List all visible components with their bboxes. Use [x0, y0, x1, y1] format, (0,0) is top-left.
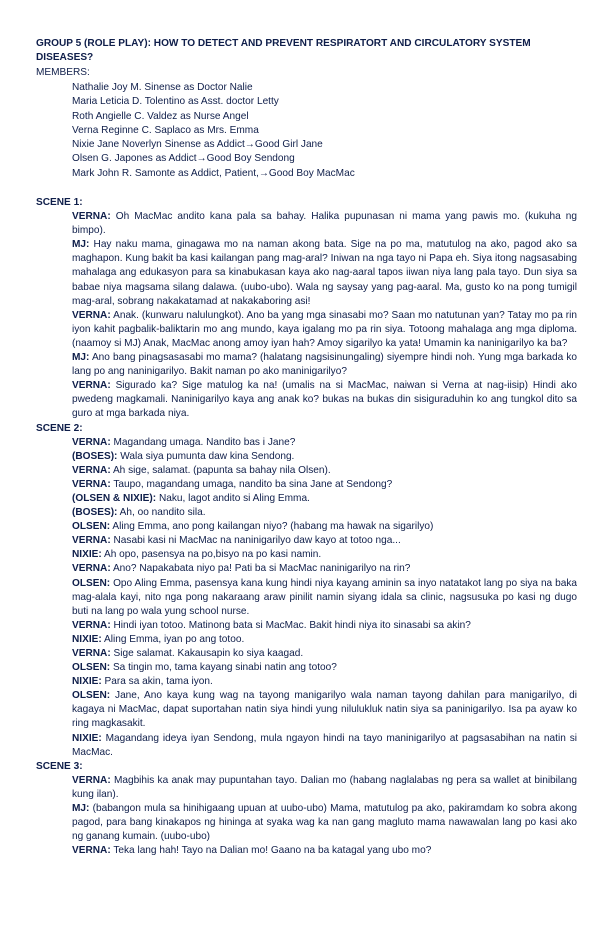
speaker-name: (BOSES):	[72, 450, 118, 462]
speaker-name: OLSEN:	[72, 577, 111, 589]
dialogue-line	[72, 436, 577, 450]
dialogue-text: Ah, oo nandito sila.	[119, 507, 206, 519]
dialogue-line	[72, 802, 577, 844]
dialogue-line	[72, 238, 577, 308]
speaker-name: VERNA:	[72, 436, 111, 448]
dialogue-text: Nasabi kasi ni MacMac na naninigarilyo daw kayo at totoo nga...	[113, 535, 401, 547]
dialogue-text: Hay naku mama, ginagawa mo na naman akong bata. Sige na po ma, matutulog na ako, pagod ako sa maghapon. Kung bakit ba kasi kailangan pang mag-aral? Iniwan na nga tayo ni Papa eh. Siya itong nagsasabing mahalaga ang edukasyon para sa kinabukasan kaya ako nag-aaral tapos iiwan niya lang pala tayo. Dun siya sa babae niya magsama silang dalawa. (uubo-ubo). Wala ng saysay yang pag-aaral. Ma, gusto ko na pong tumigil mag-aral, sobrang nakakatamad at nakakaboring asi!	[72, 239, 577, 307]
dialogue-text: Magbihis ka anak may pupuntahan tayo. Dalian mo (habang naglalabas ng pera sa wallet at binibilang kung ilan).	[72, 774, 577, 800]
speaker-name: VERNA:	[72, 211, 111, 223]
dialogue-line	[72, 478, 577, 492]
dialogue-text: Teka lang hah! Tayo na Dalian mo! Gaano na ba katagal yang ubo mo?	[113, 845, 432, 857]
speaker-name: VERNA:	[72, 535, 111, 547]
dialogue-text: Magandang umaga. Nandito bas i Jane?	[113, 436, 296, 448]
dialogue-line	[72, 520, 577, 534]
dialogue-text: Ano? Napakabata niyo pa! Pati ba si MacMac naninigarilyo na rin?	[112, 563, 411, 575]
dialogue-line	[72, 210, 577, 238]
speaker-name: (OLSEN & NIXIE):	[72, 492, 157, 504]
speaker-name: VERNA:	[72, 464, 111, 476]
speaker-name: VERNA:	[72, 774, 111, 786]
dialogue-text: Aling Emma, iyan po ang totoo.	[103, 633, 245, 645]
speaker-name: VERNA:	[72, 563, 111, 575]
speaker-name: NIXIE:	[72, 732, 102, 744]
member-item: Verna Reginne C. Saplaco as Mrs. Emma	[72, 124, 259, 136]
dialogue-text: Sige salamat. Kakausapin ko siya kaagad.	[113, 648, 304, 659]
member-item: Maria Leticia D. Tolentino as Asst. doctor Letty	[72, 96, 279, 108]
member-item: Nixie Jane Noverlyn Sinense as Addict→Good Girl Jane	[72, 139, 323, 151]
speaker-name: OLSEN:	[72, 662, 111, 674]
scene-heading: SCENE 3:	[36, 760, 83, 772]
dialogue-line	[72, 689, 577, 731]
member-item: Olsen G. Japones as Addict→Good Boy Sendong	[72, 153, 295, 165]
dialogue-line	[72, 464, 577, 478]
speaker-name: VERNA:	[72, 648, 111, 659]
dialogue-line	[72, 309, 577, 351]
dialogue-text: Ah sige, salamat. (papunta sa bahay nila Olsen).	[112, 464, 331, 476]
dialogue-text: Ah opo, pasensya na po,bisyo na po kasi namin.	[103, 549, 322, 561]
speaker-name: VERNA:	[72, 478, 111, 490]
dialogue-text: Para sa akin, tama iyon.	[104, 676, 213, 688]
dialogue-line	[72, 774, 577, 802]
scene-heading: SCENE 2:	[36, 422, 83, 434]
members-list	[72, 81, 355, 181]
scene-heading: SCENE 1:	[36, 197, 83, 208]
speaker-name: VERNA:	[72, 845, 111, 857]
dialogue-line	[72, 844, 577, 858]
dialogue-text: Aling Emma, ano pong kailangan niyo? (habang ma hawak na sigarilyo)	[112, 521, 434, 533]
dialogue-line	[72, 534, 577, 548]
dialogue-line	[72, 647, 577, 661]
member-item: Nathalie Joy M. Sinense as Doctor Nalie	[72, 82, 253, 93]
document-title: GROUP 5 (ROLE PLAY): HOW TO DETECT AND PREVENT RESPIRATORT AND CIRCULATORY SYSTEM DISEASES?	[36, 38, 531, 64]
dialogue-line	[72, 675, 577, 689]
dialogue-line	[72, 492, 577, 506]
speaker-name: VERNA:	[72, 380, 111, 392]
dialogue-line	[72, 379, 577, 421]
dialogue-text: (babangon mula sa hinihigaang upuan at uubo-ubo) Mama, matutulog pa ako, pakiramdam ko sobra akong pagod, para bang kinakapos ng hininga at syaka wag ka nan gang magluto mama nawawalan lang po kasi ako ng ganang kumain. (uubo-ubo)	[72, 803, 577, 843]
script-body	[36, 196, 577, 858]
speaker-name: NIXIE:	[72, 549, 102, 561]
dialogue-text: Wala siya pumunta daw kina Sendong.	[120, 450, 295, 462]
speaker-name: VERNA:	[72, 619, 111, 631]
members-label: MEMBERS:	[36, 67, 90, 78]
dialogue-line	[72, 732, 577, 760]
dialogue-line	[72, 506, 577, 520]
dialogue-line	[72, 351, 577, 379]
dialogue-line	[72, 548, 577, 562]
speaker-name: OLSEN:	[72, 690, 111, 702]
speaker-name: VERNA:	[72, 309, 111, 321]
speaker-name: NIXIE:	[72, 676, 102, 688]
dialogue-line	[72, 577, 577, 619]
dialogue-text: Oh MacMac andito kana pala sa bahay. Halika pupunasan ni mama yang pawis mo. (kukuha ng bimpo).	[72, 211, 577, 237]
speaker-name: MJ:	[72, 239, 90, 251]
dialogue-text: Magandang ideya iyan Sendong, mula ngayon hindi na tayo maninigarilyo at pagsasabihan na natin si MacMac.	[72, 732, 577, 758]
dialogue-text: Taupo, magandang umaga, nandito ba sina Jane at Sendong?	[113, 478, 393, 490]
dialogue-text: Jane, Ano kaya kung wag na tayong manigarilyo wala naman tayong dahilan para manigarilyo, di kagaya ni MacMac, dapat suportahan natin siya hindi yung nilulukluk natin siya sa paninigarilyo. Isa pa ayaw ko ring magkasakit.	[72, 690, 578, 730]
dialogue-text: Sigurado ka? Sige matulog ka na! (umalis na si MacMac, naiwan si Verna at nag-iisip) Hindi ako pwedeng magkamali. Naninigarilyo kaya ang anak ko? bukas na bukas din sisiguraduhin ko ang tungkol dito sa guro at mga barkada niya.	[72, 380, 577, 420]
speaker-name: (BOSES):	[72, 507, 118, 519]
dialogue-line	[72, 450, 577, 464]
member-item: Mark John R. Samonte as Addict, Patient,→Good Boy MacMac	[72, 167, 355, 179]
speaker-name: MJ:	[72, 352, 90, 364]
dialogue-text: Ano bang pinagsasasabi mo mama? (halatang nagsisinungaling) siyempre hindi noh. Yung mga barkada ko lang po ang naninigarilyo. Bakit naman po ako maninigarilyo?	[72, 352, 578, 378]
speaker-name: MJ:	[72, 803, 90, 815]
speaker-name: NIXIE:	[72, 633, 102, 645]
dialogue-text: Hindi iyan totoo. Matinong bata si MacMac. Bakit hindi niya ito sinasabi sa akin?	[113, 619, 471, 631]
dialogue-text: Anak. (kunwaru nalulungkot). Ano ba yang mga sinasabi mo? Saan mo natutunan yan? Tatay mo pa rin iyon kahit pagbalik-baliktarin mo ang mundo, kaya igalang mo pa rin siya. Totoong mahalaga ang mga diploma. (naamoy si MJ) Anak, MacMac anong amoy iyan hah? Amoy sigarilyo ka yata! Umamin ka naninigarilyo ka ba?	[72, 309, 577, 349]
dialogue-line	[72, 661, 577, 675]
speaker-name: OLSEN:	[72, 521, 111, 533]
dialogue-text: Sa tingin mo, tama kayang sinabi natin ang totoo?	[112, 662, 337, 674]
member-item: Roth Angielle C. Valdez as Nurse Angel	[72, 110, 249, 122]
dialogue-text: Opo Aling Emma, pasensya kana kung hindi niya kayang aminin sa inyo natatakot lang po siya na baka mag-alala kayi, nito nga pong nakaraang araw pinilit namin siyang idala sa clinic, nagsusuka po kasi ng dugo buti na lang po wala yung school nurse.	[72, 577, 577, 617]
dialogue-line	[72, 562, 577, 576]
dialogue-text: Naku, lagot andito si Aling Emma.	[158, 492, 310, 504]
dialogue-line	[72, 619, 577, 633]
dialogue-line	[72, 633, 577, 647]
